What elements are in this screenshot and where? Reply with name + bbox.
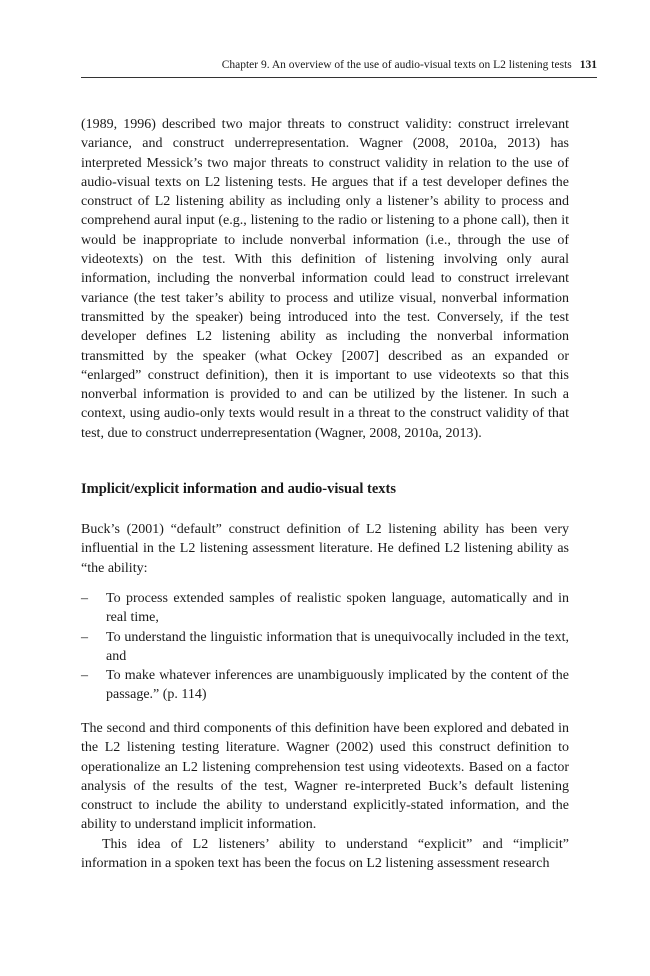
list-dash: –	[81, 591, 88, 606]
list-item	[81, 628, 569, 667]
running-title: Chapter 9. An overview of the use of audio-visual texts on L2 listening tests	[221, 59, 572, 71]
body-paragraph-3-block	[81, 719, 569, 873]
list-item-text: To understand the linguistic information that is unequivocally included in the text, and	[106, 629, 569, 664]
list-item-text: To process extended samples of realistic spoken language, automatically and in real time,	[106, 591, 569, 626]
list-item-text: To make whatever inferences are unambiguously implicated by the content of the passage.” (p. 114)	[106, 668, 569, 703]
running-header	[81, 59, 597, 78]
body-paragraph-2-block	[81, 520, 569, 578]
list-item	[81, 589, 569, 628]
body-paragraph: This idea of L2 listeners’ ability to understand “explicit” and “implicit” information in a spoken text has been the focus on L2 listening assessment research	[81, 836, 569, 872]
section-heading: Implicit/explicit information and audio-visual texts	[81, 481, 396, 497]
page-number: 131	[579, 59, 597, 71]
list-dash: –	[81, 668, 88, 684]
body-paragraph: (1989, 1996) described two major threats to construct validity: construct irrelevant variance, and construct underrepresentation. Wagner (2008, 2010a, 2013) has interpreted Messick’s two major threats to construct validity in relation to the use of audio-visual texts on L2 listening tests. He argues that if a test developer defines the construct of L2 listening ability as including only a listener’s ability to process and comprehend aural input (e.g., listening to the radio or listening to a phone call), then it would be inappropriate to include nonverbal information (i.e., through the use of videotexts) on the test. With this definition of listening involving only aural information, including the nonverbal information could lead to construct irrelevant variance (the test taker’s ability to process and utilize visual, nonverbal information transmitted by the speaker) being introduced into the test. Conversely, if the test developer defines L2 listening ability as including the nonverbal information transmitted by the speaker (what Ockey [2007] described as an expanded or “enlarged” construct definition), then it is important to use videotexts so that this nonverbal information is provided to and can be utilized by the listener. In such a context, using audio-only texts would result in a threat to the construct validity of that test, due to construct underrepresentation (Wagner, 2008, 2010a, 2013).	[81, 117, 569, 441]
list-dash: –	[81, 629, 88, 645]
definition-list	[81, 589, 569, 705]
body-paragraph-1-block	[81, 115, 569, 443]
list-item	[81, 666, 569, 705]
body-paragraph: The second and third components of this definition have been explored and debated in the L2 listening testing literature. Wagner (2002) used this construct definition to operationalize an L2 listening comprehension test using videotexts. Based on a factor analysis of the results of the test, Wagner re-interpreted Buck’s default listening construct to include the ability to understand explicitly-stated information, and the ability to understand implicit information.	[81, 721, 569, 833]
body-paragraph: Buck’s (2001) “default” construct definition of L2 listening ability has been very influential in the L2 listening assessment literature. He defined L2 listening ability as “the ability:	[81, 522, 569, 576]
